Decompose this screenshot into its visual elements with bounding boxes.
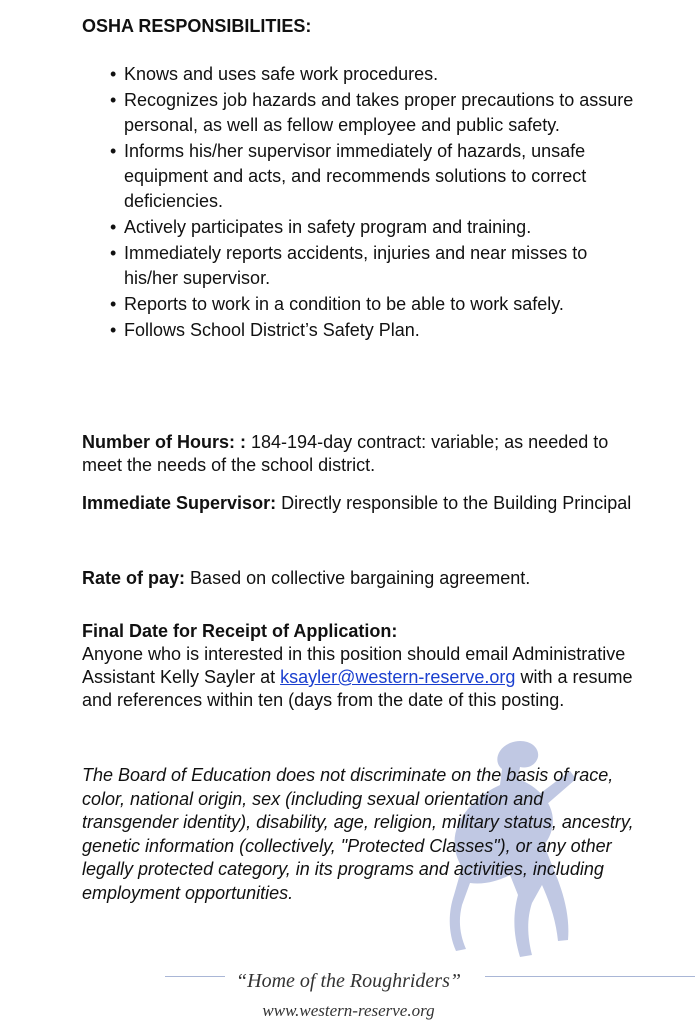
list-item: • Immediately reports accidents, injuries and near misses to his/her supervisor.	[110, 243, 588, 288]
list-item: • Knows and uses safe work procedures.	[110, 64, 439, 84]
supervisor-label: Immediate Supervisor:	[82, 493, 277, 513]
pay-section	[82, 567, 642, 590]
footer-motto: “Home of the Roughriders”	[236, 970, 461, 992]
footer-website[interactable]: www.western-reserve.org	[262, 1001, 435, 1020]
pay-text: Based on collective bargaining agreement.	[190, 568, 531, 588]
supervisor-section	[82, 492, 642, 515]
application-section	[82, 620, 642, 712]
hours-section	[82, 431, 642, 477]
osha-heading: OSHA RESPONSIBILITIES:	[82, 16, 312, 36]
application-label: Final Date for Receipt of Application:	[82, 621, 398, 641]
supervisor-text: Directly responsible to the Building Principal	[281, 493, 632, 513]
osha-list	[104, 62, 644, 344]
email-link[interactable]: ksayler@western-reserve.org	[280, 667, 516, 687]
list-item: • Recognizes job hazards and takes proper precautions to assure personal, as well as fellow employee and public safety.	[110, 90, 634, 135]
application-text: Anyone who is interested in this position should email Administrative Assistant Kelly Sayler at	[82, 644, 626, 687]
hours-text: 184-194-day contract: variable; as needed to meet the needs of the school district.	[82, 432, 609, 475]
hours-label: Number of Hours: :	[82, 432, 246, 452]
list-item: • Reports to work in a condition to be able to work safely.	[110, 294, 564, 314]
list-item: • Follows School District’s Safety Plan.	[110, 320, 420, 340]
list-item: • Actively participates in safety program and training.	[110, 217, 532, 237]
nondiscrimination-statement: The Board of Education does not discriminate on the basis of race, color, national origin, sex (including sexual orientation and transgender identity), disability, age, religion, military status, ancestry, genetic information (collectively, "Protected Classes"), or any other legally protected category, in its programs and activities, including employment opportunities.	[82, 765, 634, 903]
pay-label: Rate of pay:	[82, 568, 186, 588]
application-text-end: with a resume and references within ten (days from the date of this posting.	[82, 667, 633, 710]
list-item: • Informs his/her supervisor immediately of hazards, unsafe equipment and acts, and recommends solutions to correct deficiencies.	[110, 141, 587, 211]
